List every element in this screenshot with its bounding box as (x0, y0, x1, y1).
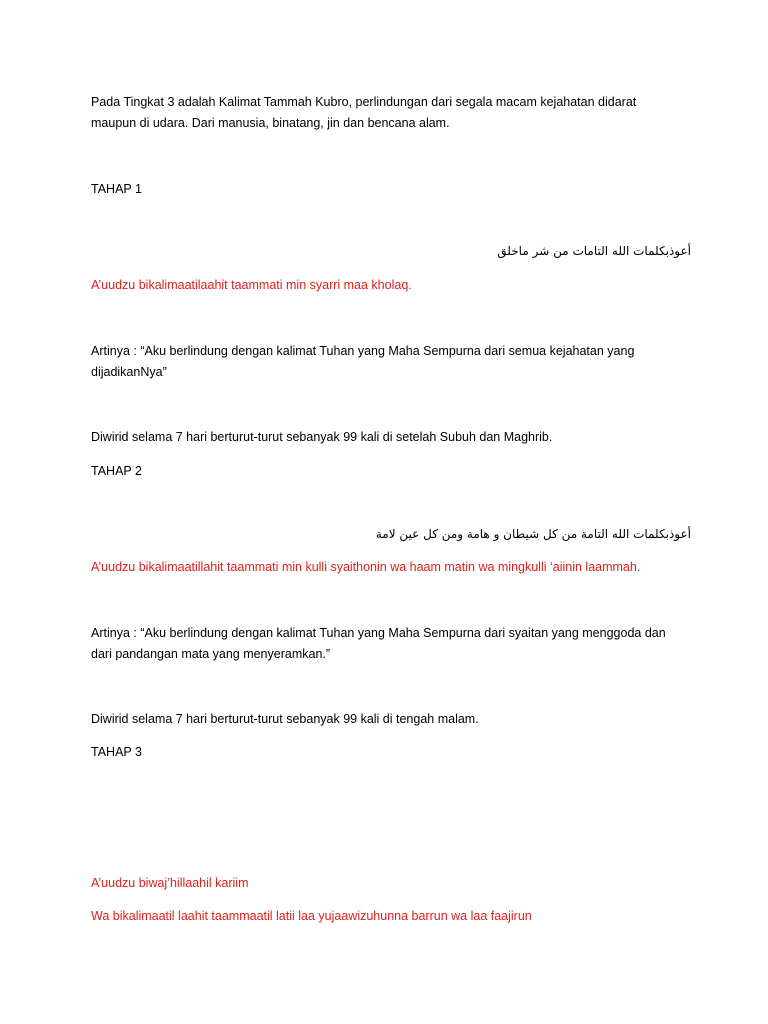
tahap-2-meaning-line-2: dari pandangan mata yang menyeramkan.” (91, 647, 331, 661)
tahap-1-instruction: Diwirid selama 7 hari berturut-turut sebanyak 99 kali di setelah Subuh dan Maghrib. (91, 430, 553, 444)
tahap-2-transliteration: A’uudzu bikalimaatillahit taammati min kulli syaithonin wa haam matin wa mingkulli ‘aiinin laammah. (91, 560, 641, 574)
tahap-1-transliteration: A’uudzu bikalimaatilaahit taammati min syarri maa kholaq. (91, 278, 412, 292)
tahap-1-meaning-line-2: dijadikanNya” (91, 365, 167, 379)
tahap-2-meaning-line-1: Artinya : “Aku berlindung dengan kalimat Tuhan yang Maha Sempurna dari syaitan yang menggoda dan (91, 626, 666, 640)
tahap-3-transliteration-line-1: A’uudzu biwaj’hillaahil kariim (91, 876, 249, 890)
intro-line-2: maupun di udara. Dari manusia, binatang, jin dan bencana alam. (91, 116, 450, 130)
tahap-1-heading: TAHAP 1 (91, 182, 142, 196)
intro-line-1: Pada Tingkat 3 adalah Kalimat Tammah Kubro, perlindungan dari segala macam kejahatan didarat (91, 95, 637, 109)
tahap-3-transliteration-line-2: Wa bikalimaatil laahit taammaatil latii laa yujaawizuhunna barrun wa laa faajirun (91, 909, 532, 923)
tahap-2-heading: TAHAP 2 (91, 464, 142, 478)
tahap-2-instruction: Diwirid selama 7 hari berturut-turut sebanyak 99 kali di tengah malam. (91, 712, 479, 726)
tahap-1-arabic: أعوذبكلمات الله التامات من شر ماخلق (497, 244, 691, 258)
tahap-1-meaning-line-1: Artinya : “Aku berlindung dengan kalimat Tuhan yang Maha Sempurna dari semua kejahatan yang (91, 344, 635, 358)
tahap-3-heading: TAHAP 3 (91, 745, 142, 759)
tahap-2-arabic: أعوذبكلمات الله التامة من كل شيطان و هامة ومن كل عين لامة (375, 527, 691, 541)
